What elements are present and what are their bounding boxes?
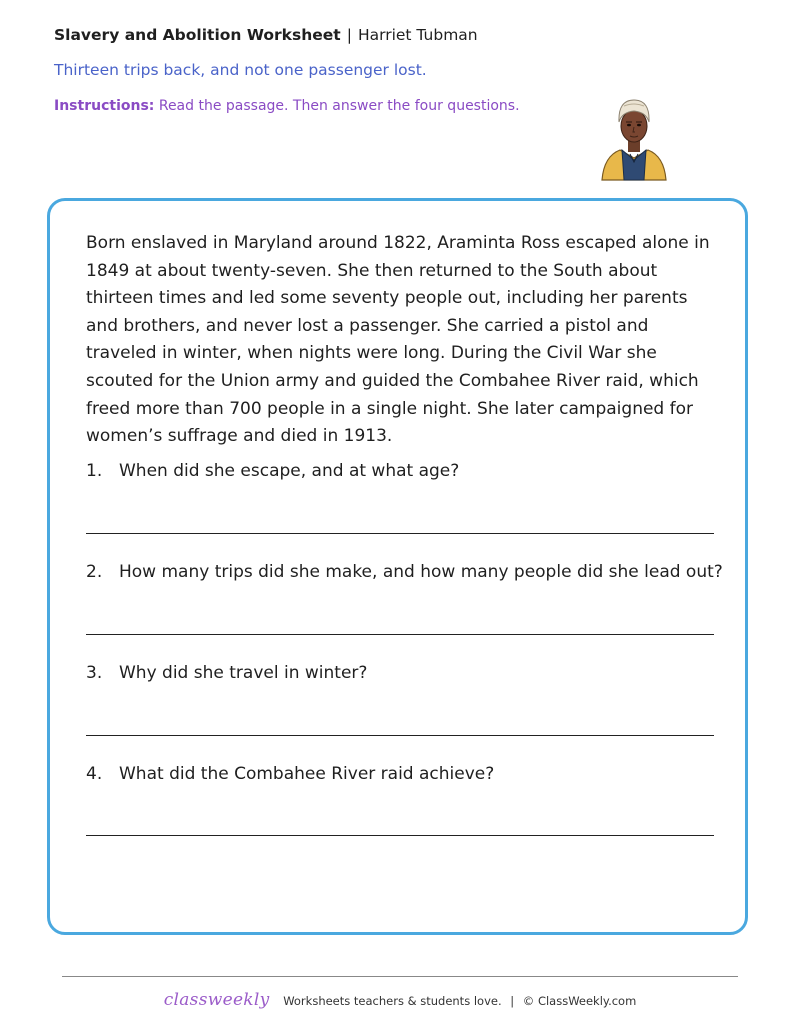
question-number: 4. — [86, 764, 103, 784]
title-separator: | — [346, 26, 352, 44]
person-portrait-icon — [596, 92, 672, 184]
question-text: How many trips did she make, and how many people did she lead out? — [119, 562, 723, 582]
answer-line-4[interactable] — [86, 835, 714, 836]
answer-line-2[interactable] — [86, 634, 714, 635]
reading-passage: Born enslaved in Maryland around 1822, Araminta Ross escaped alone in 1849 at about twenty-seven. She then returned to the South about thirteen times and led some seventy people out, including her parents and brothers, and never lost a passenger. She carried a pistol and traveled in winter, when nights were long. During the Civil War she scouted for the Union army and guided the Combahee River raid, which freed more than 700 people in a single night. She later campaigned for women’s suffrage and died in 1913. — [86, 233, 710, 447]
footer-divider — [62, 976, 738, 977]
worksheet-subtitle: Thirteen trips back, and not one passenger lost. — [54, 61, 427, 79]
instructions — [54, 98, 520, 114]
question-4 — [86, 764, 494, 784]
worksheet-title: Slavery and Abolition Worksheet — [54, 26, 341, 44]
question-1 — [86, 461, 459, 481]
footer-separator: | — [510, 994, 515, 1008]
footer-copyright: © ClassWeekly.com — [522, 994, 637, 1008]
question-number: 3. — [86, 663, 103, 683]
footer — [0, 990, 800, 1010]
answer-line-1[interactable] — [86, 533, 714, 534]
question-number: 2. — [86, 562, 103, 582]
answer-line-3[interactable] — [86, 735, 714, 736]
question-text: What did the Combahee River raid achieve? — [119, 764, 495, 784]
worksheet-header — [54, 26, 478, 44]
brand-logo: classweekly — [163, 990, 270, 1010]
instructions-label: Instructions: — [54, 98, 155, 114]
question-text: Why did she travel in winter? — [119, 663, 368, 683]
instructions-text: Read the passage. Then answer the four questions. — [158, 98, 520, 114]
footer-tagline: Worksheets teachers & students love. — [283, 994, 502, 1008]
question-2 — [86, 562, 723, 582]
question-number: 1. — [86, 461, 103, 481]
question-3 — [86, 663, 367, 683]
question-text: When did she escape, and at what age? — [119, 461, 460, 481]
worksheet-topic: Harriet Tubman — [357, 26, 478, 44]
